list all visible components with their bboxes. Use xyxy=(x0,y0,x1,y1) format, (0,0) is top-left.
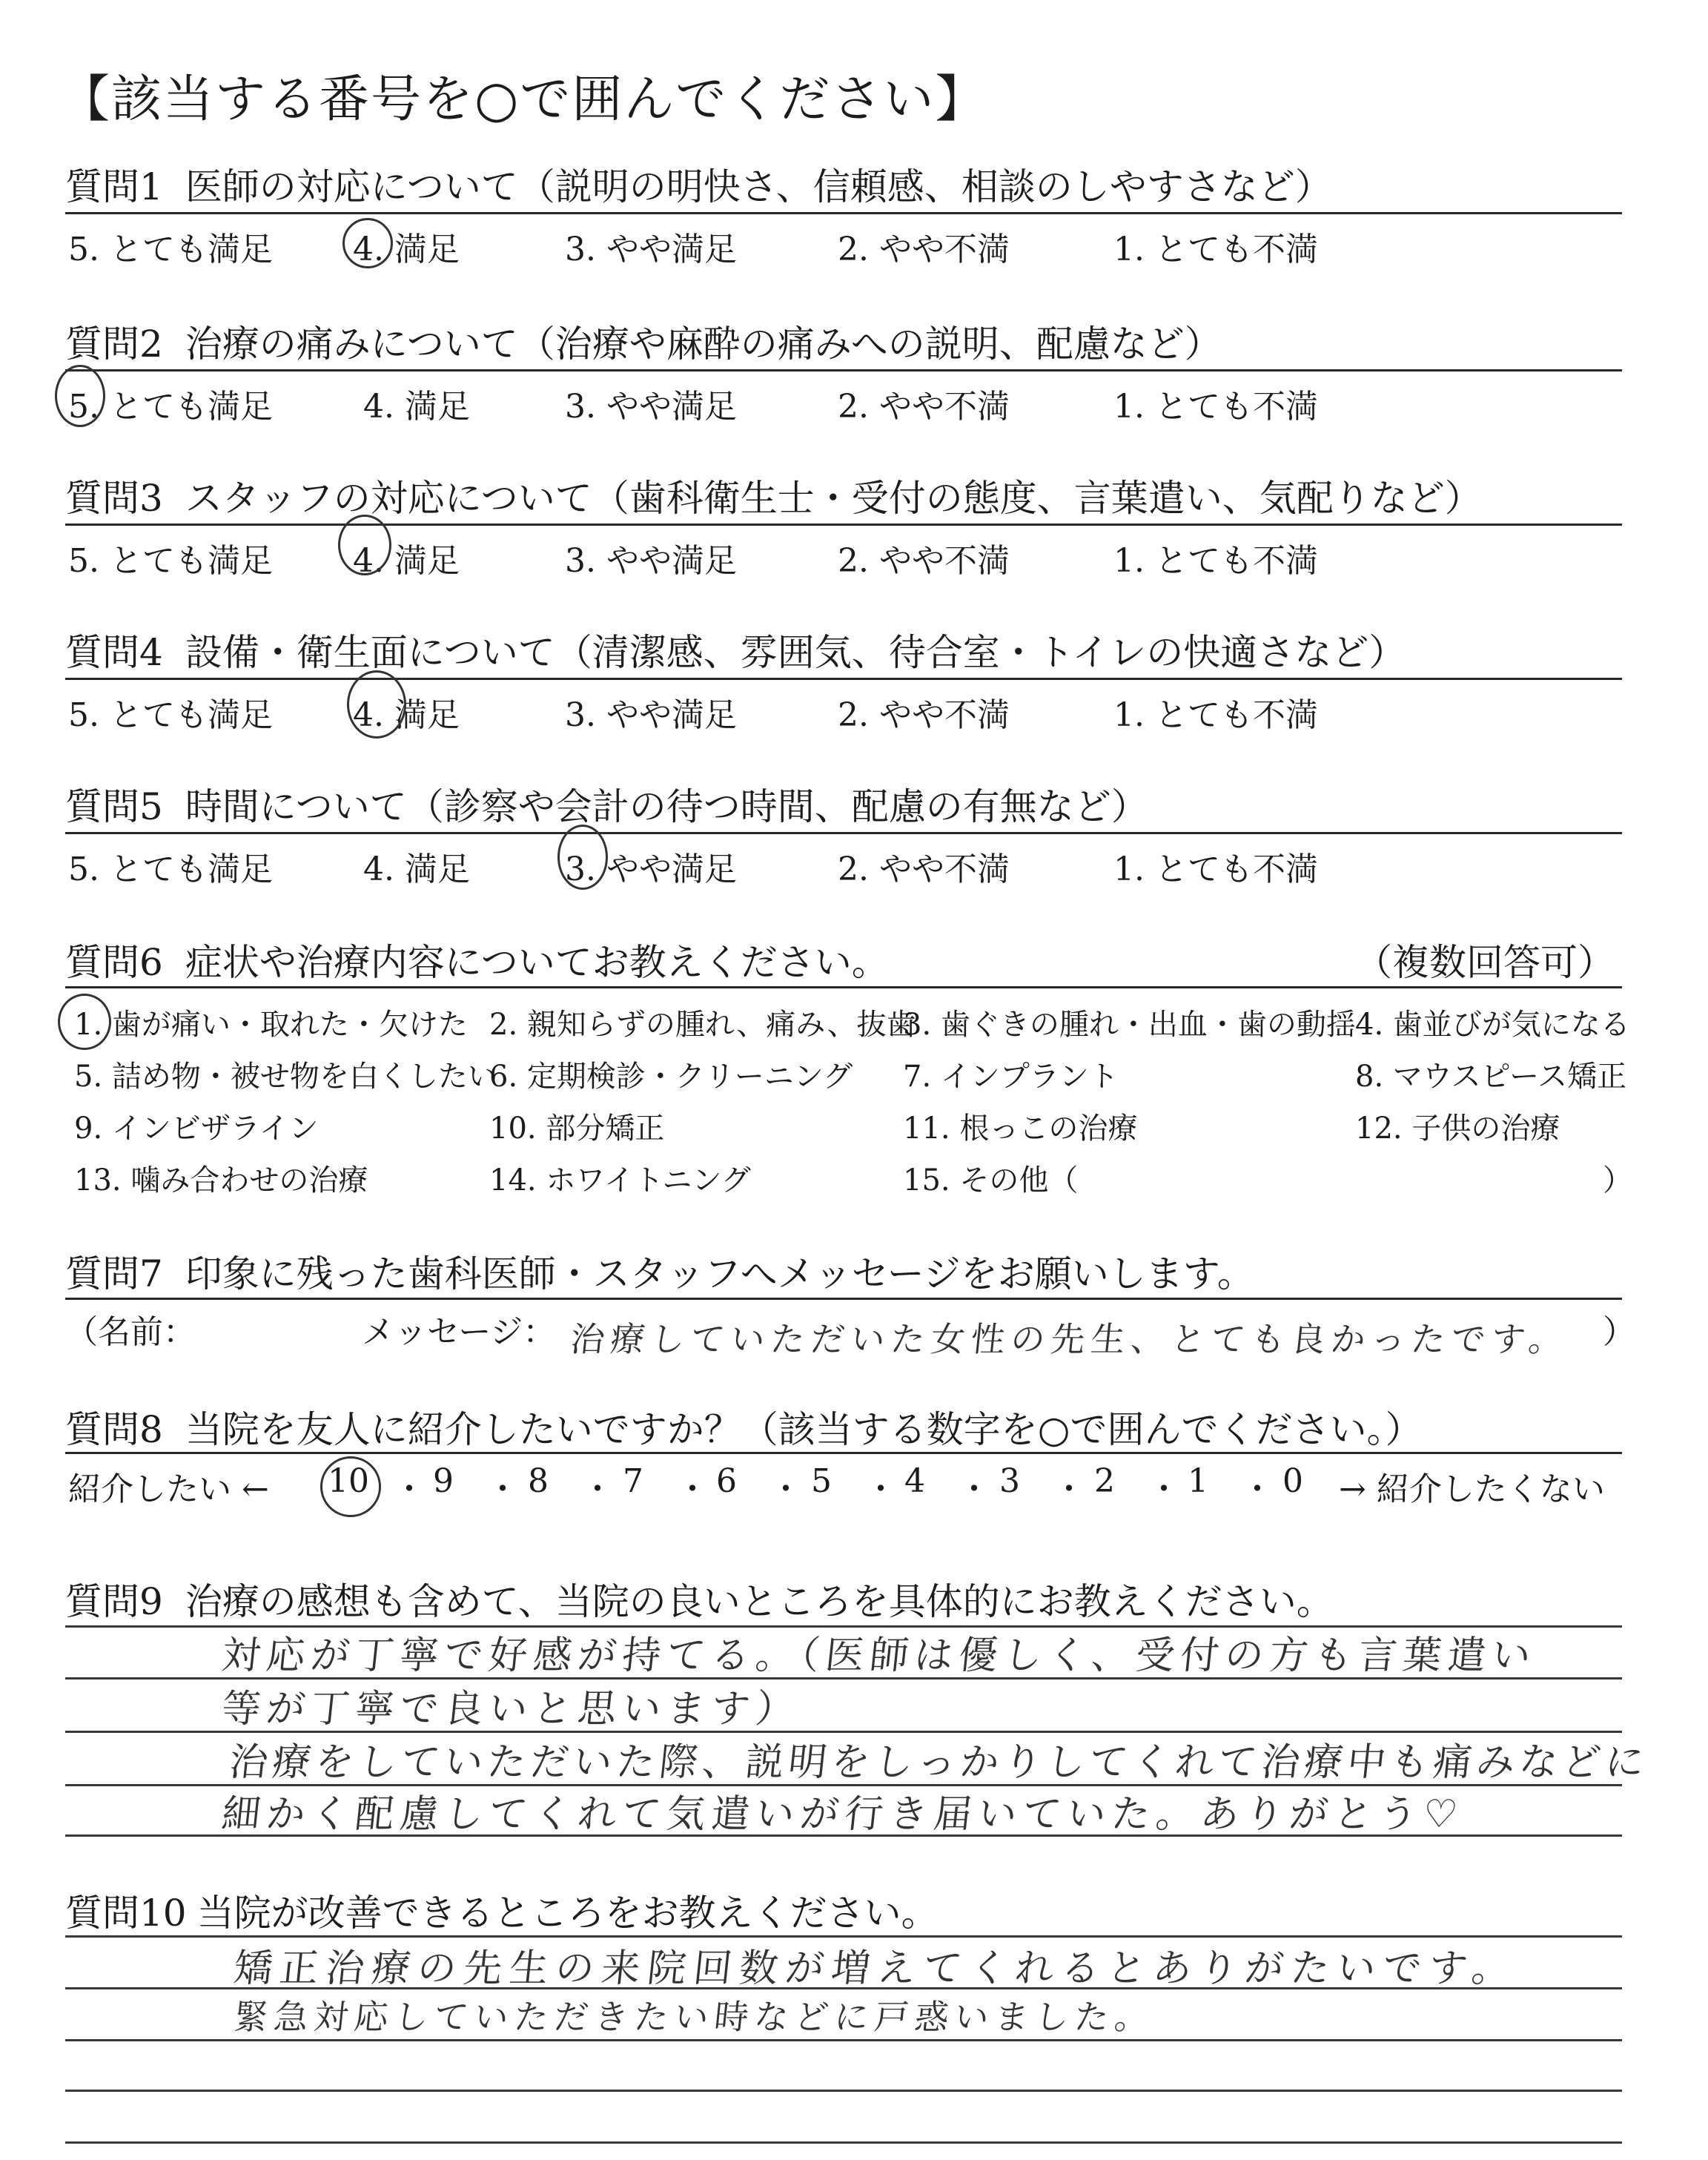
q1-option-3[interactable]: 3. やや満足 xyxy=(565,231,737,268)
question-5-label: 質問5 xyxy=(65,785,163,828)
q6-option-5[interactable]: 5. 詰め物・被せ物を白くしたい xyxy=(74,1060,497,1094)
q1-option-4[interactable]: 4. 満足 xyxy=(353,231,460,268)
q3-option-4[interactable]: 4. 満足 xyxy=(353,542,460,580)
q8-scale-7[interactable]: 7 xyxy=(623,1462,643,1500)
q10-handwritten-line-1[interactable]: 矯正治療の先生の来院回数が増えてくれるとありがたいです。 xyxy=(231,1946,1520,1991)
question-2-label: 質問2 xyxy=(65,323,163,366)
q3-option-5[interactable]: 5. とても満足 xyxy=(68,542,273,580)
q9-handwritten-line-2[interactable]: 等が丁寧で良いと思います） xyxy=(219,1687,803,1731)
q6-option-10[interactable]: 10. 部分矯正 xyxy=(489,1112,665,1146)
question-7-rule xyxy=(65,1298,1622,1300)
q10-writing-line xyxy=(65,2039,1622,2041)
q5-option-1[interactable]: 1. とても不満 xyxy=(1113,851,1318,888)
q5-option-5[interactable]: 5. とても満足 xyxy=(68,851,273,888)
q6-option-12[interactable]: 12. 子供の治療 xyxy=(1355,1112,1560,1146)
question-7 xyxy=(65,1244,1254,1298)
question-3 xyxy=(65,469,1482,522)
q6-option-9[interactable]: 9. インビザライン xyxy=(74,1112,319,1146)
question-8-text: 当院を友人に紹介したいですか？（該当する数字を○で囲んでください。） xyxy=(185,1408,1423,1451)
q7-message-label: メッセージ： xyxy=(362,1313,556,1351)
q4-option-2[interactable]: 2. やや不満 xyxy=(838,696,1010,734)
q10-writing-line xyxy=(65,2141,1622,2144)
survey-title: 【該当する番号を○で囲んでください】 xyxy=(59,70,987,129)
q9-handwritten-line-3[interactable]: 治療をしていただいた際、説明をしっかりしてくれて治療中も痛みなどに xyxy=(227,1740,1651,1785)
question-4-text: 設備・衛生面について（清潔感、雰囲気、待合室・トイレの快適さなど） xyxy=(185,631,1406,674)
question-6-label: 質問6 xyxy=(65,941,163,984)
q8-scale-6[interactable]: 6 xyxy=(716,1462,737,1500)
question-10-label: 質問10 xyxy=(65,1892,187,1935)
q8-scale-separator: ・ xyxy=(486,1470,519,1508)
q8-scale-4[interactable]: 4 xyxy=(904,1462,925,1500)
q8-scale-10[interactable]: 10 xyxy=(328,1462,369,1500)
question-6-rule xyxy=(65,986,1622,988)
q7-name-label: （名前： xyxy=(65,1313,196,1351)
q8-scale-separator: ・ xyxy=(958,1470,990,1508)
q8-scale-separator: ・ xyxy=(581,1470,614,1508)
q8-scale-8[interactable]: 8 xyxy=(528,1462,549,1500)
q5-option-3[interactable]: 3. やや満足 xyxy=(565,851,737,888)
question-3-rule xyxy=(65,524,1622,526)
q10-handwritten-line-2[interactable]: 緊急対応していただきたい時などに戸惑いました。 xyxy=(231,1997,1157,2037)
question-7-text: 印象に残った歯科医師・スタッフへメッセージをお願いします。 xyxy=(185,1252,1254,1295)
q3-option-1[interactable]: 1. とても不満 xyxy=(1113,542,1318,580)
question-1 xyxy=(65,157,1332,211)
q8-scale-9[interactable]: 9 xyxy=(433,1462,454,1500)
q5-option-4[interactable]: 4. 満足 xyxy=(363,851,470,888)
q3-option-3[interactable]: 3. やや満足 xyxy=(565,542,737,580)
q8-right-label: → 紹介したくない xyxy=(1339,1470,1605,1508)
q3-selection-circle xyxy=(338,515,391,575)
q6-option-15[interactable]: 15. その他（ xyxy=(903,1163,1079,1198)
q6-option-3[interactable]: 3. 歯ぐきの腫れ・出血・歯の動揺 xyxy=(903,1008,1356,1042)
q8-selection-circle xyxy=(320,1456,381,1517)
question-9 xyxy=(65,1572,1334,1625)
q8-scale-separator: ・ xyxy=(676,1470,709,1508)
question-6-note: （複数回答可） xyxy=(1355,941,1615,984)
q6-option-2[interactable]: 2. 親知らずの腫れ、痛み、抜歯 xyxy=(489,1008,916,1042)
q8-scale-separator: ・ xyxy=(864,1470,897,1508)
question-2-text: 治療の痛みについて（治療や麻酔の痛みへの説明、配慮など） xyxy=(185,323,1222,366)
q1-selection-circle xyxy=(342,218,393,268)
question-5 xyxy=(65,777,1148,830)
question-4 xyxy=(65,623,1406,676)
q8-scale-0[interactable]: 0 xyxy=(1282,1462,1303,1500)
q8-left-label: 紹介したい ← xyxy=(68,1470,269,1508)
q6-option-14[interactable]: 14. ホワイトニング xyxy=(489,1163,751,1198)
question-1-label: 質問1 xyxy=(65,165,163,208)
q7-message-handwritten[interactable]: 治療していただいた女性の先生、とても良かったです。 xyxy=(568,1319,1571,1359)
q4-option-1[interactable]: 1. とても不満 xyxy=(1113,696,1318,734)
question-10 xyxy=(65,1883,939,1937)
q2-selection-circle xyxy=(55,365,105,427)
question-4-label: 質問4 xyxy=(65,631,163,674)
question-2-rule xyxy=(65,369,1622,371)
q6-option-7[interactable]: 7. インプラント xyxy=(903,1060,1119,1094)
q5-option-2[interactable]: 2. やや不満 xyxy=(838,851,1010,888)
q6-option-6[interactable]: 6. 定期検診・クリーニング xyxy=(489,1060,853,1094)
q2-option-1[interactable]: 1. とても不満 xyxy=(1113,388,1318,426)
q9-handwritten-line-1[interactable]: 対応が丁寧で好感が持てる。（医師は優しく、受付の方も言葉遣い xyxy=(219,1634,1539,1678)
q9-handwritten-line-4[interactable]: 細かく配慮してくれて気遣いが行き届いていた。ありがとう♡ xyxy=(219,1792,1466,1837)
q8-scale-separator: ・ xyxy=(1148,1470,1180,1508)
q3-option-2[interactable]: 2. やや不満 xyxy=(838,542,1010,580)
q8-scale-separator: ・ xyxy=(393,1470,426,1508)
question-9-text: 治療の感想も含めて、当院の良いところを具体的にお教えください。 xyxy=(185,1580,1334,1623)
question-6 xyxy=(65,933,889,986)
question-8-rule xyxy=(65,1452,1622,1454)
q8-scale-5[interactable]: 5 xyxy=(811,1462,832,1500)
q5-selection-circle xyxy=(557,825,608,890)
question-3-text: スタッフの対応について（歯科衛生士・受付の態度、言葉遣い、気配りなど） xyxy=(185,477,1482,520)
question-2 xyxy=(65,314,1222,368)
question-5-text: 時間について（診察や会計の待つ時間、配慮の有無など） xyxy=(185,785,1148,828)
question-10-text: 当院が改善できるところをお教えください。 xyxy=(196,1892,939,1935)
q2-option-3[interactable]: 3. やや満足 xyxy=(565,388,737,426)
question-5-rule xyxy=(65,832,1622,834)
question-8 xyxy=(65,1400,1422,1453)
q8-scale-separator: ・ xyxy=(769,1470,802,1508)
q10-writing-line xyxy=(65,2090,1622,2092)
q8-scale-separator: ・ xyxy=(1241,1470,1274,1508)
q4-option-3[interactable]: 3. やや満足 xyxy=(565,696,737,734)
q2-option-2[interactable]: 2. やや不満 xyxy=(838,388,1010,426)
q6-other-close-paren: ） xyxy=(1603,1163,1632,1198)
q4-option-4[interactable]: 4. 満足 xyxy=(353,696,460,734)
question-4-rule xyxy=(65,678,1622,680)
q8-scale-1[interactable]: 1 xyxy=(1188,1462,1208,1500)
question-9-label: 質問9 xyxy=(65,1580,163,1623)
q2-option-4[interactable]: 4. 満足 xyxy=(363,388,470,426)
q1-option-5[interactable]: 5. とても満足 xyxy=(68,231,273,268)
q8-scale-2[interactable]: 2 xyxy=(1094,1462,1115,1500)
q8-scale-3[interactable]: 3 xyxy=(999,1462,1020,1500)
question-8-label: 質問8 xyxy=(65,1408,163,1451)
q6-selection-circle xyxy=(58,994,111,1050)
question-3-label: 質問3 xyxy=(65,477,163,520)
q7-close-paren: ） xyxy=(1603,1313,1635,1351)
question-6-text: 症状や治療内容についてお教えください。 xyxy=(185,941,889,984)
question-1-text: 医師の対応について（説明の明快さ、信頼感、相談のしやすさなど） xyxy=(185,165,1332,208)
q4-selection-circle xyxy=(347,670,406,739)
q6-option-1[interactable]: 1. 歯が痛い・取れた・欠けた xyxy=(74,1008,468,1042)
q6-option-13[interactable]: 13. 噛み合わせの治療 xyxy=(74,1163,368,1198)
q1-option-1[interactable]: 1. とても不満 xyxy=(1113,231,1318,268)
q6-option-11[interactable]: 11. 根っこの治療 xyxy=(903,1112,1138,1146)
q6-option-4[interactable]: 4. 歯並びが気になる xyxy=(1355,1008,1630,1042)
q4-option-5[interactable]: 5. とても満足 xyxy=(68,696,273,734)
q1-option-2[interactable]: 2. やや不満 xyxy=(838,231,1010,268)
q8-scale-separator: ・ xyxy=(1053,1470,1085,1508)
question-7-label: 質問7 xyxy=(65,1252,163,1295)
q6-option-8[interactable]: 8. マウスピース矯正 xyxy=(1355,1060,1627,1094)
q2-option-5[interactable]: 5. とても満足 xyxy=(68,388,273,426)
question-1-rule xyxy=(65,212,1622,214)
